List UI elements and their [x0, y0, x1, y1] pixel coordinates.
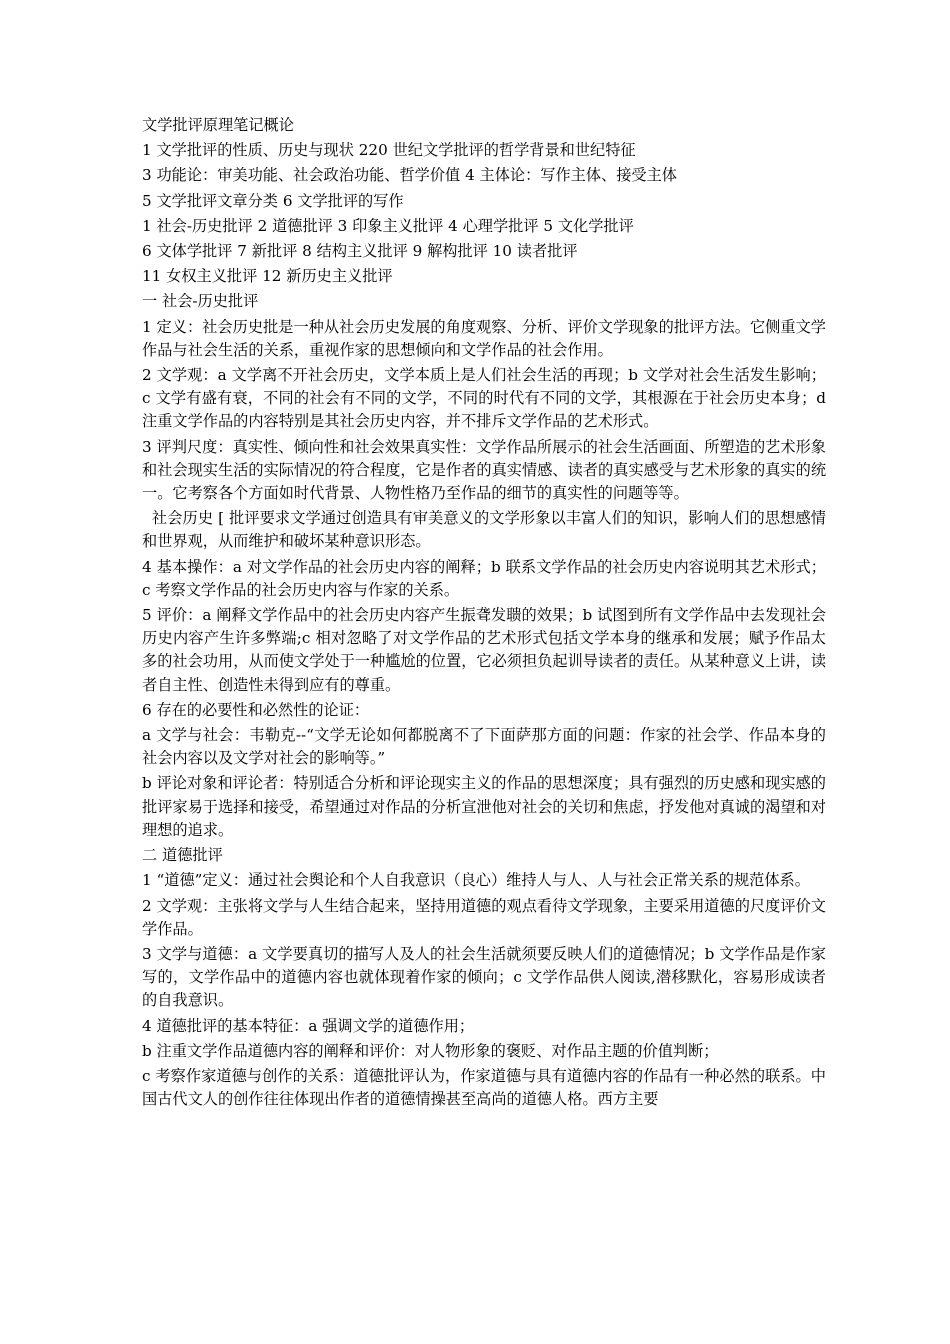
toc-line-1: 1 文学批评的性质、历史与现状 220 世纪文学批评的哲学背景和世纪特征 [142, 141, 636, 160]
paragraph: 2 文学观：a 文学离不开社会历史，文学本质上是人们社会生活的再现；b 文学对社会生活发生影响；c 文学有盛有衰，不同的社会有不同的文学，不同的时代有不同的文学，其根源在于社会历史本身；d 注重文学作品的内容特别是其社会历史内容，并不排斥文学作品的艺术形式。 [142, 366, 826, 431]
paragraph: c 考察作家道德与创作的关系：道德批评认为，作家道德与具有道德内容的作品有一种必然的联系。中国古代文人的创作往往体现出作者的道德情操甚至高尚的道德人格。西方主要 [142, 1066, 826, 1109]
toc-line-3: 5 文学批评文章分类 6 文学批评的写作 [142, 191, 404, 210]
paragraph: 4 道德批评的基本特征：a 强调文学的道德作用； [142, 1016, 475, 1035]
paragraph: 4 基本操作：a 对文学作品的社会历史内容的阐释；b 联系文学作品的社会历史内容说明其艺术形式；c 考察文学作品的社会历史内容与作家的关系。 [142, 557, 826, 599]
paragraph: 3 文学与道德：a 文学要真切的描写人及人的社会生活就须要反映人们的道德情况；b 文学作品是作家写的，文学作品中的道德内容也就体现着作家的倾向；c 文学作品供人阅读,潜移默化，容易形成读者的自我意识。 [142, 944, 826, 1010]
document-page [142, 114, 826, 1113]
toc-line-6: 11 女权主义批评 12 新历史主义批评 [142, 267, 393, 286]
paragraph: 社会历史 [ 批评要求文学通过创造具有审美意义的文学形象以丰富人们的知识，影响人们的思想感情和世界观，从而维护和破坏某种意识形态。 [142, 509, 826, 551]
toc-line-2: 3 功能论：审美功能、社会政治功能、哲学价值 4 主体论：写作主体、接受主体 [142, 166, 677, 185]
document-title: 文学批评原理笔记概论 [142, 116, 294, 134]
paragraph: b 评论对象和评论者：特别适合分析和评论现实主义的作品的思想深度；具有强烈的历史感和现实感的批评家易于选择和接受，希望通过对作品的分析宣泄他对社会的关切和焦虑，抒发他对真诚的渴望和对理想的追求。 [142, 774, 826, 839]
toc-line-5: 6 文体学批评 7 新批评 8 结构主义批评 9 解构批评 10 读者批评 [142, 242, 578, 261]
paragraph: 2 文学观：主张将文学与人生结合起来，坚持用道德的观点看待文学现象，主要采用道德的尺度评价文学作品。 [142, 896, 826, 938]
paragraph: 6 存在的必要性和必然性的论证： [142, 700, 370, 719]
paragraph: 1 “道德”定义：通过社会舆论和个人自我意识（良心）维持人与人、人与社会正常关系的规范体系。 [142, 871, 810, 890]
toc-line-4: 1 社会-历史批评 2 道德批评 3 印象主义批评 4 心理学批评 5 文化学批评 [142, 216, 634, 235]
paragraph: 3 评判尺度：真实性、倾向性和社会效果真实性：文学作品所展示的社会生活画面、所塑造的艺术形象和社会现实生活的实际情况的符合程度，它是作者的真实情感、读者的真实感受与艺术形象的真实的统一。它考察各个方面如时代背景、人物性格乃至作品的细节的真实性的问题等等。 [142, 437, 826, 503]
section-heading-1: 一 社会-历史批评 [142, 292, 259, 311]
paragraph: 1 定义：社会历史批是一种从社会历史发展的角度观察、分析、评价文学现象的批评方法。它侧重文学作品与社会生活的关系，重视作家的思想倾向和文学作品的社会作用。 [142, 317, 826, 359]
paragraph: 5 评价：a 阐释文学作品中的社会历史内容产生振聋发聩的效果；b 试图到所有文学作品中去发现社会历史内容产生许多弊端;c 相对忽略了对文学作品的艺术形式包括文学本身的继承和发展；赋予作品太多的社会功用，从而使文学处于一种尴尬的位置，它必须担负起训导读者的责任。从某种意义上讲，读者自主性、创造性未得到应有的尊重。 [142, 606, 826, 694]
paragraph: a 文学与社会：韦勒克--“文学无论如何都脱离不了下面萨那方面的问题：作家的社会学、作品本身的社会内容以及文学对社会的影响等。” [142, 726, 826, 768]
section-heading-2: 二 道德批评 [142, 846, 223, 865]
paragraph: b 注重文学作品道德内容的阐释和评价：对人物形象的褒贬、对作品主题的价值判断； [142, 1041, 719, 1060]
